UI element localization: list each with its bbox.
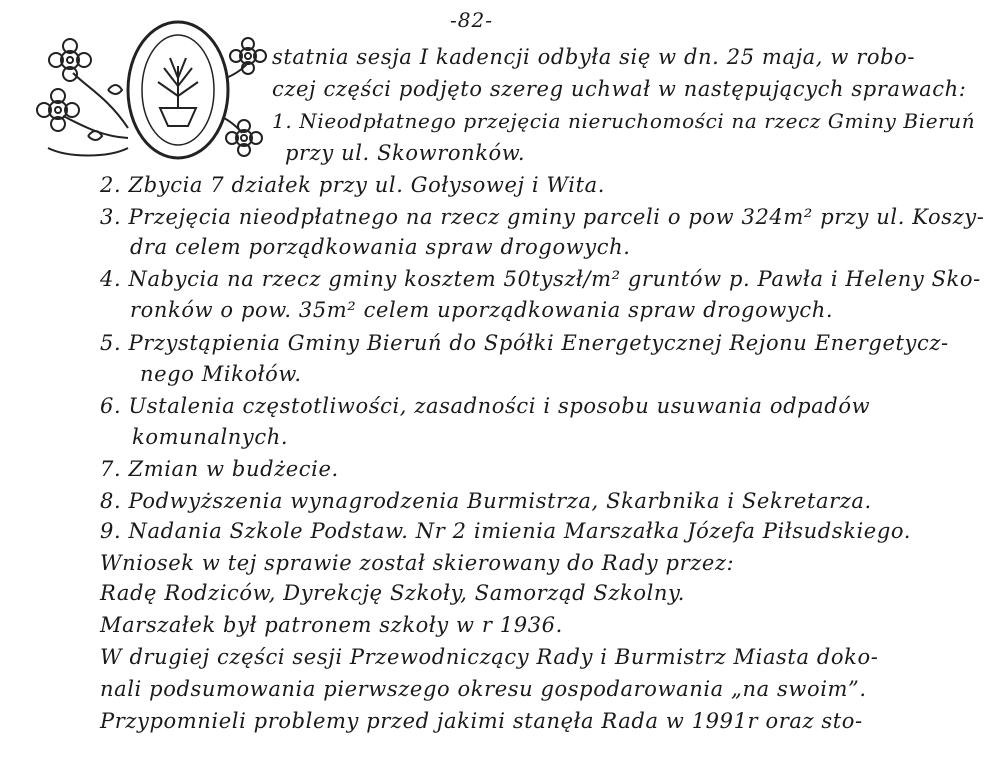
text-line: statnia sesja I kadencji odbyła się w dn. 25 maja, w robo- — [272, 45, 916, 69]
text-line: nali podsumowania pierwszego okresu gospodarowania „na swoim”. — [100, 677, 867, 701]
text-line: Przypomnieli problemy przed jakimi stanęła Rada w 1991r oraz sto- — [100, 709, 863, 733]
list-item: 2. Zbycia 7 działek przy ul. Gołysowej i Wita. — [100, 173, 606, 197]
text-line: nego Mikołów. — [140, 362, 302, 386]
list-item: 6. Ustalenia częstotliwości, zasadności i sposobu usuwania odpadów — [100, 394, 871, 418]
text-line: dra celem porządkowania spraw drogowych. — [130, 235, 631, 259]
text-line: czej części podjęto szereg uchwał w następujących sprawach: — [272, 77, 967, 101]
text-line: Radę Rodziców, Dyrekcję Szkoły, Samorząd Szkolny. — [100, 581, 686, 605]
text-line: ronków o pow. 35m² celem uporządkowania spraw drogowych. — [130, 298, 834, 322]
text-line: komunalnych. — [132, 425, 289, 449]
list-item: 4. Nabycia na rzecz gminy kosztem 50tyszł/m² gruntów p. Pawła i Heleny Sko- — [100, 267, 981, 291]
text-line: Marszałek był patronem szkoły w r 1936. — [100, 613, 563, 637]
text-line: 1. Nieodpłatnego przejęcia nieruchomości na rzecz Gminy Bieruń — [272, 109, 976, 133]
list-item: 3. Przejęcia nieodpłatnego na rzecz gminy parceli o pow 324m² przy ul. Koszy- — [100, 205, 985, 229]
text-line: W drugiej części sesji Przewodniczący Rady i Burmistrz Miasta doko- — [100, 645, 879, 669]
list-item: 7. Zmian w budżecie. — [100, 457, 339, 481]
text-line: Wniosek w tej sprawie został skierowany do Rady przez: — [100, 551, 735, 575]
page-number: -82- — [450, 8, 493, 32]
text-line: przy ul. Skowronków. — [285, 141, 526, 165]
list-item: 9. Nadania Szkole Podstaw. Nr 2 imienia Marszałka Józefa Piłsudskiego. — [100, 519, 912, 543]
floral-initial-ornament-icon — [28, 18, 268, 163]
list-item: 8. Podwyższenia wynagrodzenia Burmistrza, Skarbnika i Sekretarza. — [100, 489, 872, 513]
list-item: 5. Przystąpienia Gminy Bieruń do Spółki Energetycznej Rejonu Energetycz- — [100, 331, 949, 355]
